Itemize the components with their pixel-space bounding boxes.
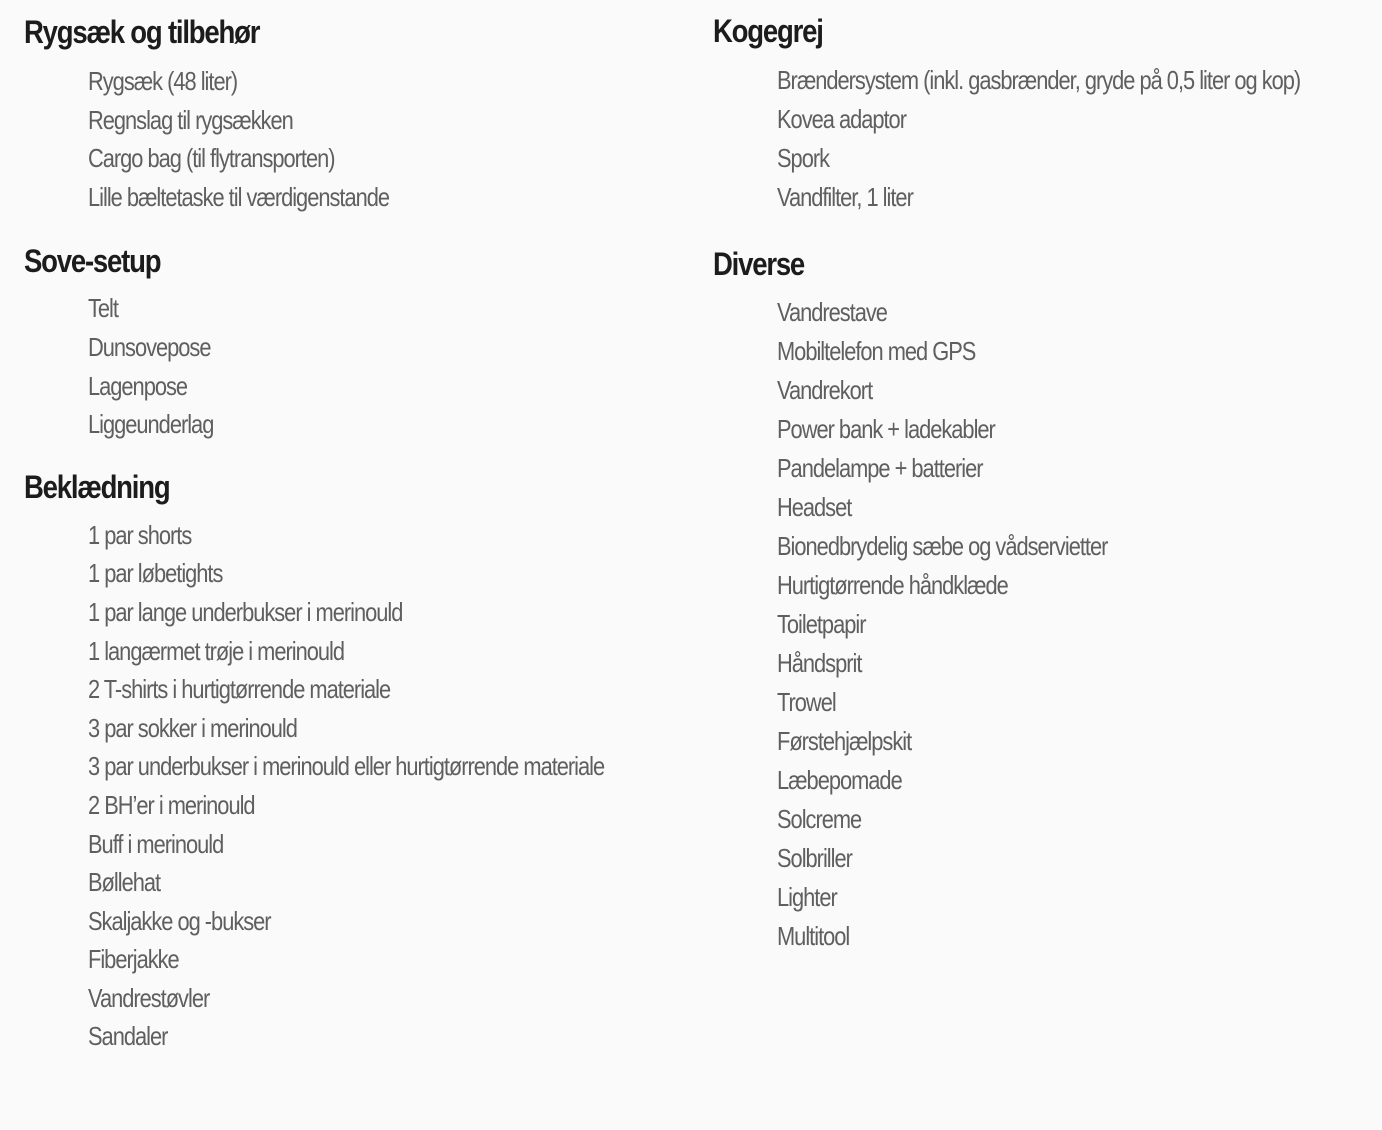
list-item: Vandrestøvler bbox=[88, 982, 210, 1013]
list-item: Lille bæltetaske til værdigenstande bbox=[88, 181, 390, 212]
list-item: Lighter bbox=[777, 882, 837, 912]
list-item: Vandfilter, 1 liter bbox=[777, 182, 913, 212]
section-sove-setup bbox=[24, 242, 684, 443]
left-column bbox=[24, 0, 684, 1052]
list-item: Solcreme bbox=[777, 804, 862, 834]
list-item: Trowel bbox=[777, 687, 836, 717]
list-item: Pandelampe + batterier bbox=[777, 453, 983, 483]
list-item: Vandrekort bbox=[777, 375, 873, 405]
right-column bbox=[713, 0, 1382, 951]
list-item: Regnslag til rygsækken bbox=[88, 104, 293, 135]
list-item: 2 BH’er i merinould bbox=[88, 789, 255, 820]
item-list bbox=[713, 61, 1382, 217]
list-item: 1 langærmet trøje i merinould bbox=[88, 635, 345, 666]
list-item: Telt bbox=[88, 293, 118, 324]
section-heading: Sove-setup bbox=[24, 243, 161, 280]
item-list bbox=[24, 62, 684, 216]
list-item: Cargo bag (til flytransporten) bbox=[88, 143, 335, 174]
list-item: Spork bbox=[777, 143, 830, 173]
list-item: Toiletpapir bbox=[777, 609, 866, 639]
list-item: Bionedbrydelig sæbe og vådservietter bbox=[777, 531, 1108, 561]
list-item: Fiberjakke bbox=[88, 944, 179, 975]
list-item: Solbriller bbox=[777, 843, 852, 873]
section-heading: Beklædning bbox=[24, 468, 170, 505]
list-item: 3 par sokker i merinould bbox=[88, 712, 297, 743]
list-item: 2 T-shirts i hurtigtørrende materiale bbox=[88, 674, 391, 705]
list-item: Kovea adaptor bbox=[777, 104, 906, 134]
list-item: 1 par løbetights bbox=[88, 558, 223, 589]
item-list bbox=[713, 293, 1382, 956]
item-list bbox=[24, 516, 684, 1056]
item-list bbox=[24, 289, 684, 443]
list-item: Læbepomade bbox=[777, 765, 902, 795]
section-heading: Diverse bbox=[713, 246, 805, 282]
list-item: Håndsprit bbox=[777, 648, 862, 678]
list-item: Multitool bbox=[777, 921, 850, 951]
list-item: Buff i merinould bbox=[88, 828, 224, 859]
list-item: Headset bbox=[777, 492, 852, 522]
list-item: Rygsæk (48 liter) bbox=[88, 66, 238, 96]
section-diverse bbox=[713, 245, 1382, 956]
section-heading: Kogegrej bbox=[713, 13, 823, 49]
section-beklaedning bbox=[24, 468, 684, 1056]
list-item: Skaljakke og -bukser bbox=[88, 905, 271, 936]
section-heading: Rygsæk og tilbehør bbox=[24, 14, 260, 50]
list-item: Bøllehat bbox=[88, 867, 161, 898]
list-item: 1 par shorts bbox=[88, 519, 192, 550]
list-item: Sandaler bbox=[88, 1021, 168, 1052]
section-rygsaek bbox=[24, 13, 684, 216]
list-item: Brændersystem (inkl. gasbrænder, gryde på 0,5 liter og kop) bbox=[777, 65, 1301, 95]
list-item: 3 par underbukser i merinould eller hurtigtørrende materiale bbox=[88, 751, 605, 782]
list-item: Dunsovepose bbox=[88, 331, 211, 362]
section-kogegrej bbox=[713, 12, 1382, 217]
list-item: Power bank + ladekabler bbox=[777, 414, 995, 444]
list-item: Mobiltelefon med GPS bbox=[777, 336, 976, 366]
list-item: Hurtigtørrende håndklæde bbox=[777, 570, 1008, 600]
list-item: Lagenpose bbox=[88, 370, 188, 401]
list-item: Vandrestave bbox=[777, 297, 887, 327]
list-item: 1 par lange underbukser i merinould bbox=[88, 596, 403, 627]
list-item: Liggeunderlag bbox=[88, 409, 214, 440]
list-item: Førstehjælpskit bbox=[777, 726, 912, 756]
